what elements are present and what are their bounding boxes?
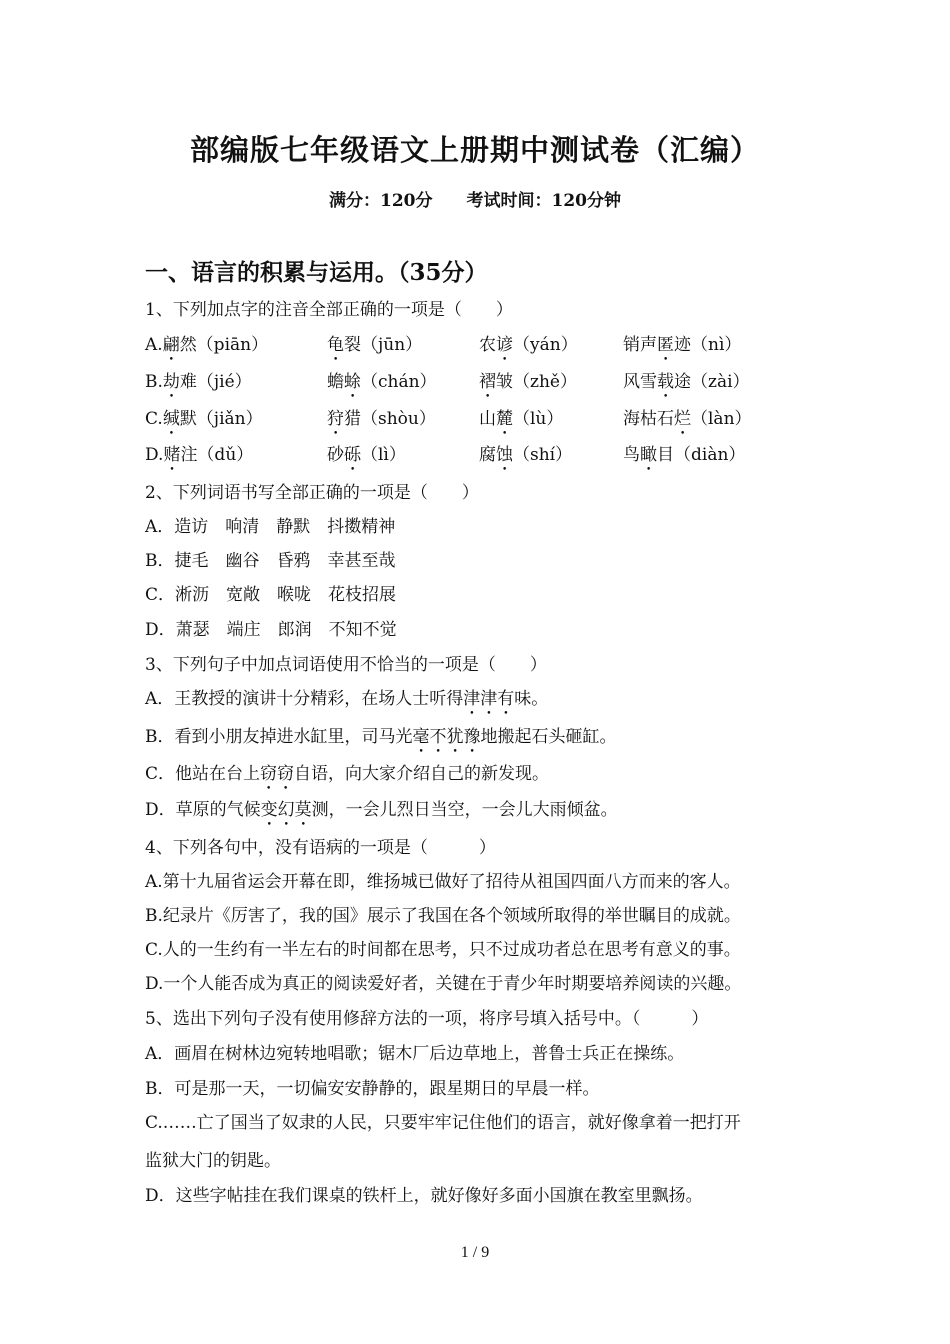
emphasized-char: 蜍 xyxy=(344,372,361,392)
emphasized-char: 狩 xyxy=(327,409,344,429)
question-1-stem: 1、下列加点字的注音全部正确的一项是（ ） xyxy=(145,300,513,320)
question-1-choice: A.翩然（piān） xyxy=(145,335,269,355)
full-score: 满分：120分 xyxy=(329,191,433,211)
emphasized-char: 谚 xyxy=(496,335,513,355)
question-2-option-a: A．造访 响清 静默 抖擞精神 xyxy=(145,517,396,537)
question-1-choice: 山麓（lù） xyxy=(479,409,564,429)
question-2-option-b: B．捷毛 幽谷 昏鸦 幸甚至哉 xyxy=(145,551,396,571)
question-5-option-d: D．这些字帖挂在我们课桌的铁杆上，就好像好多面小国旗在教室里飘扬。 xyxy=(145,1186,703,1206)
question-5-stem: 5、选出下列句子没有使用修辞方法的一项，将序号填入括号中。（ ） xyxy=(145,1009,709,1029)
page-title: 部编版七年级语文上册期中测试卷（汇编） xyxy=(189,133,760,167)
question-5-option-a: A．画眉在树林边宛转地唱歌；锯木厂后边草地上，普鲁士兵正在操练。 xyxy=(145,1044,685,1064)
emphasized-char: 赌 xyxy=(163,445,181,465)
question-1-choice: 蟾蜍（chán） xyxy=(327,372,437,392)
question-1-choice: 狩猎（shòu） xyxy=(327,409,436,429)
emphasized-char: 蚀 xyxy=(496,445,513,465)
emphasized-word: 津津有 xyxy=(463,689,515,709)
question-5-option-b: B．可是那一天，一切偏安安静静的，跟星期日的早晨一样。 xyxy=(145,1079,600,1099)
question-1-choice: 农谚（yán） xyxy=(479,335,578,355)
emphasized-word: 窃窃 xyxy=(260,764,295,784)
emphasized-char: 砾 xyxy=(344,445,361,465)
question-3-stem: 3、下列句子中加点词语使用不恰当的一项是（ ） xyxy=(145,655,547,675)
exam-info xyxy=(0,186,950,211)
emphasized-word: 变幻莫 xyxy=(260,800,312,820)
emphasized-char: 翩 xyxy=(162,335,180,355)
question-3-option-c: C．他站在台上窃窃自语，向大家介绍自己的新发现。 xyxy=(145,764,550,784)
question-5-option-c-cont: 监狱大门的钥匙。 xyxy=(145,1151,281,1171)
emphasized-char: 烂 xyxy=(674,409,691,429)
emphasized-char: 载 xyxy=(657,372,674,392)
question-4-option-d: D.一个人能否成为真正的阅读爱好者，关键在于青少年时期要培养阅读的兴趣。 xyxy=(145,974,742,994)
section-heading: 一、语言的积累与运用。（35分） xyxy=(145,259,488,286)
question-5-option-c: C.……亡了国当了奴隶的人民，只要牢牢记住他们的语言，就好像拿着一把打开 xyxy=(145,1113,741,1133)
question-2-option-c: C．淅沥 宽敞 喉咙 花枝招展 xyxy=(145,585,397,605)
question-1-choice: 海枯石烂（làn） xyxy=(623,409,752,429)
question-4-option-a: A.第十九届省运会开幕在即，维扬城已做好了招待从祖国四面八方而来的客人。 xyxy=(145,872,741,892)
question-1-choice: 龟裂（jūn） xyxy=(327,335,423,355)
emphasized-char: 褶 xyxy=(479,372,496,392)
page-number: 1 / 9 xyxy=(460,1244,490,1261)
question-1-choice: 销声匿迹（nì） xyxy=(623,335,742,355)
emphasized-char: 瞰 xyxy=(640,445,657,465)
emphasized-char: 劫 xyxy=(162,372,180,392)
emphasized-word: 毫不犹豫 xyxy=(412,727,481,747)
question-2-option-d: D．萧瑟 端庄 郎润 不知不觉 xyxy=(145,620,397,640)
question-3-option-a: A．王教授的演讲十分精彩，在场人士听得津津有味。 xyxy=(145,689,549,709)
question-1-choice: 褶皱（zhě） xyxy=(479,372,577,392)
question-4-option-b: B.纪录片《厉害了，我的国》展示了我国在各个领域所取得的举世瞩目的成就。 xyxy=(145,906,741,926)
question-1-choice: B.劫难（jié） xyxy=(145,372,252,392)
question-1-choice: 风雪载途（zài） xyxy=(623,372,750,392)
question-1-choice: C.缄默（jiǎn） xyxy=(145,409,263,429)
question-1-choice: 腐蚀（shí） xyxy=(479,445,573,465)
question-3-option-b: B．看到小朋友掉进水缸里，司马光毫不犹豫地搬起石头砸缸。 xyxy=(145,727,617,747)
emphasized-char: 匿 xyxy=(657,335,674,355)
question-3-option-d: D．草原的气候变幻莫测，一会儿烈日当空，一会儿大雨倾盆。 xyxy=(145,800,618,820)
question-4-stem: 4、下列各句中，没有语病的一项是（ ） xyxy=(145,838,496,858)
emphasized-char: 缄 xyxy=(162,409,180,429)
emphasized-char: 麓 xyxy=(496,409,513,429)
question-2-stem: 2、下列词语书写全部正确的一项是（ ） xyxy=(145,483,479,503)
emphasized-char: 龟 xyxy=(327,335,344,355)
exam-time: 考试时间：120分钟 xyxy=(466,191,621,211)
question-1-choice: 砂砾（lì） xyxy=(327,445,406,465)
question-1-choice: D.赌注（dǔ） xyxy=(145,445,254,465)
question-4-option-c: C.人的一生约有一半左右的时间都在思考，只不过成功者总在思考有意义的事。 xyxy=(145,940,741,960)
question-1-choice: 鸟瞰目（diàn） xyxy=(623,445,746,465)
